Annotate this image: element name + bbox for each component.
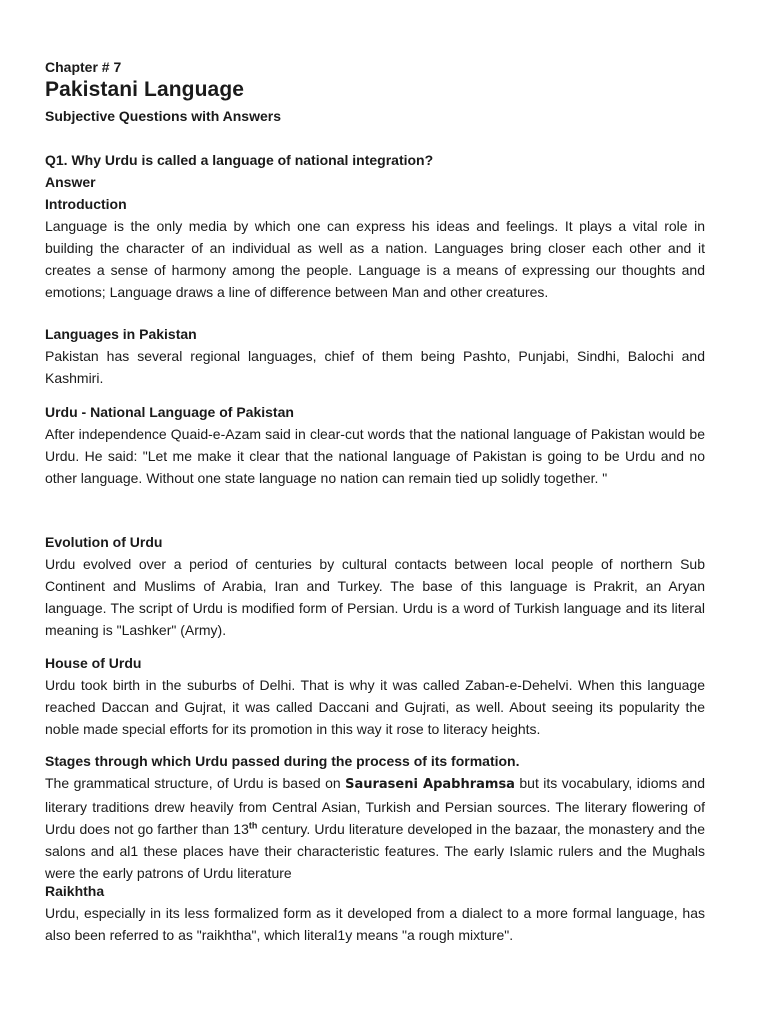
section-raikhtha	[45, 880, 705, 946]
section-stages-of-formation	[45, 750, 705, 884]
section-house-of-urdu	[45, 652, 705, 740]
section-national-language	[45, 401, 705, 489]
section-introduction	[45, 193, 705, 303]
section-body: After independence Quaid-e-Azam said in clear-cut words that the national language of Pakistan would be Urdu. He said: "Let me make it clear that the national language of Pakistan is going to be Urdu and no other language. Without one state language no nation can remain tied up solidly together. "	[45, 426, 705, 486]
question-heading: Q1. Why Urdu is called a language of national integration?	[45, 152, 434, 168]
answer-label: Answer	[45, 174, 96, 190]
body-text: century. Urdu literature developed in the bazaar, the monastery and the salons and al1 these places have their characteristic features. The early Islamic rulers and the Mughals were the early patrons of Urdu literature	[45, 821, 705, 881]
section-heading: Introduction	[45, 196, 127, 212]
section-heading: Urdu - National Language of Pakistan	[45, 404, 294, 420]
section-evolution-of-urdu	[45, 531, 705, 641]
section-languages-in-pakistan	[45, 323, 705, 389]
section-body: Urdu evolved over a period of centuries by cultural contacts between local people of northern Sub Continent and Muslims of Arabia, Iran and Turkey. The base of this language is Prakrit, an Aryan language. The script of Urdu is modified form of Persian. Urdu is a word of Turkish language and its literal meaning is "Lashker" (Army).	[45, 556, 705, 638]
page-subtitle: Subjective Questions with Answers	[45, 108, 281, 124]
page-title: Pakistani Language	[45, 78, 245, 101]
highlighted-term: Sauraseni Apabhramsa	[345, 777, 515, 792]
section-heading: Languages in Pakistan	[45, 326, 197, 342]
section-heading: Evolution of Urdu	[45, 534, 163, 550]
section-body: Pakistan has several regional languages, chief of them being Pashto, Punjabi, Sindhi, Balochi and Kashmiri.	[45, 348, 705, 386]
section-heading: Stages through which Urdu passed during the process of its formation.	[45, 753, 520, 769]
body-text: but its vocabulary, idioms and literary traditions drew heavily from Central Asian, Turkish and Persian sources. The literary flowering of Urdu does not go farther than 13	[45, 775, 705, 837]
section-body: Urdu, especially in its less formalized form as it developed from a dialect to a more formal language, has also been referred to as "raikhtha", which literal1y means "a rough mixture".	[45, 905, 705, 943]
chapter-label: Chapter # 7	[45, 59, 122, 75]
body-text: The grammatical structure, of Urdu is based on	[45, 775, 346, 791]
section-heading: Raikhtha	[45, 883, 105, 899]
section-body: Language is the only media by which one can express his ideas and feelings. It plays a vital role in building the character of an individual as well as a nation. Languages bring closer each other and it creates a sense of harmony among the people. Language is a means of expressing our thoughts and emotions; Language draws a line of difference between Man and other creatures.	[45, 218, 705, 300]
section-heading: House of Urdu	[45, 655, 142, 671]
section-body	[45, 772, 705, 884]
ordinal-superscript: th	[248, 820, 258, 831]
section-body: Urdu took birth in the suburbs of Delhi. That is why it was called Zaban-e-Dehelvi. When this language reached Daccan and Gujrat, it was called Daccani and Gujrati, as well. About seeing its popularity the noble made special efforts for its promotion in this way it rose to literacy heights.	[45, 677, 705, 737]
